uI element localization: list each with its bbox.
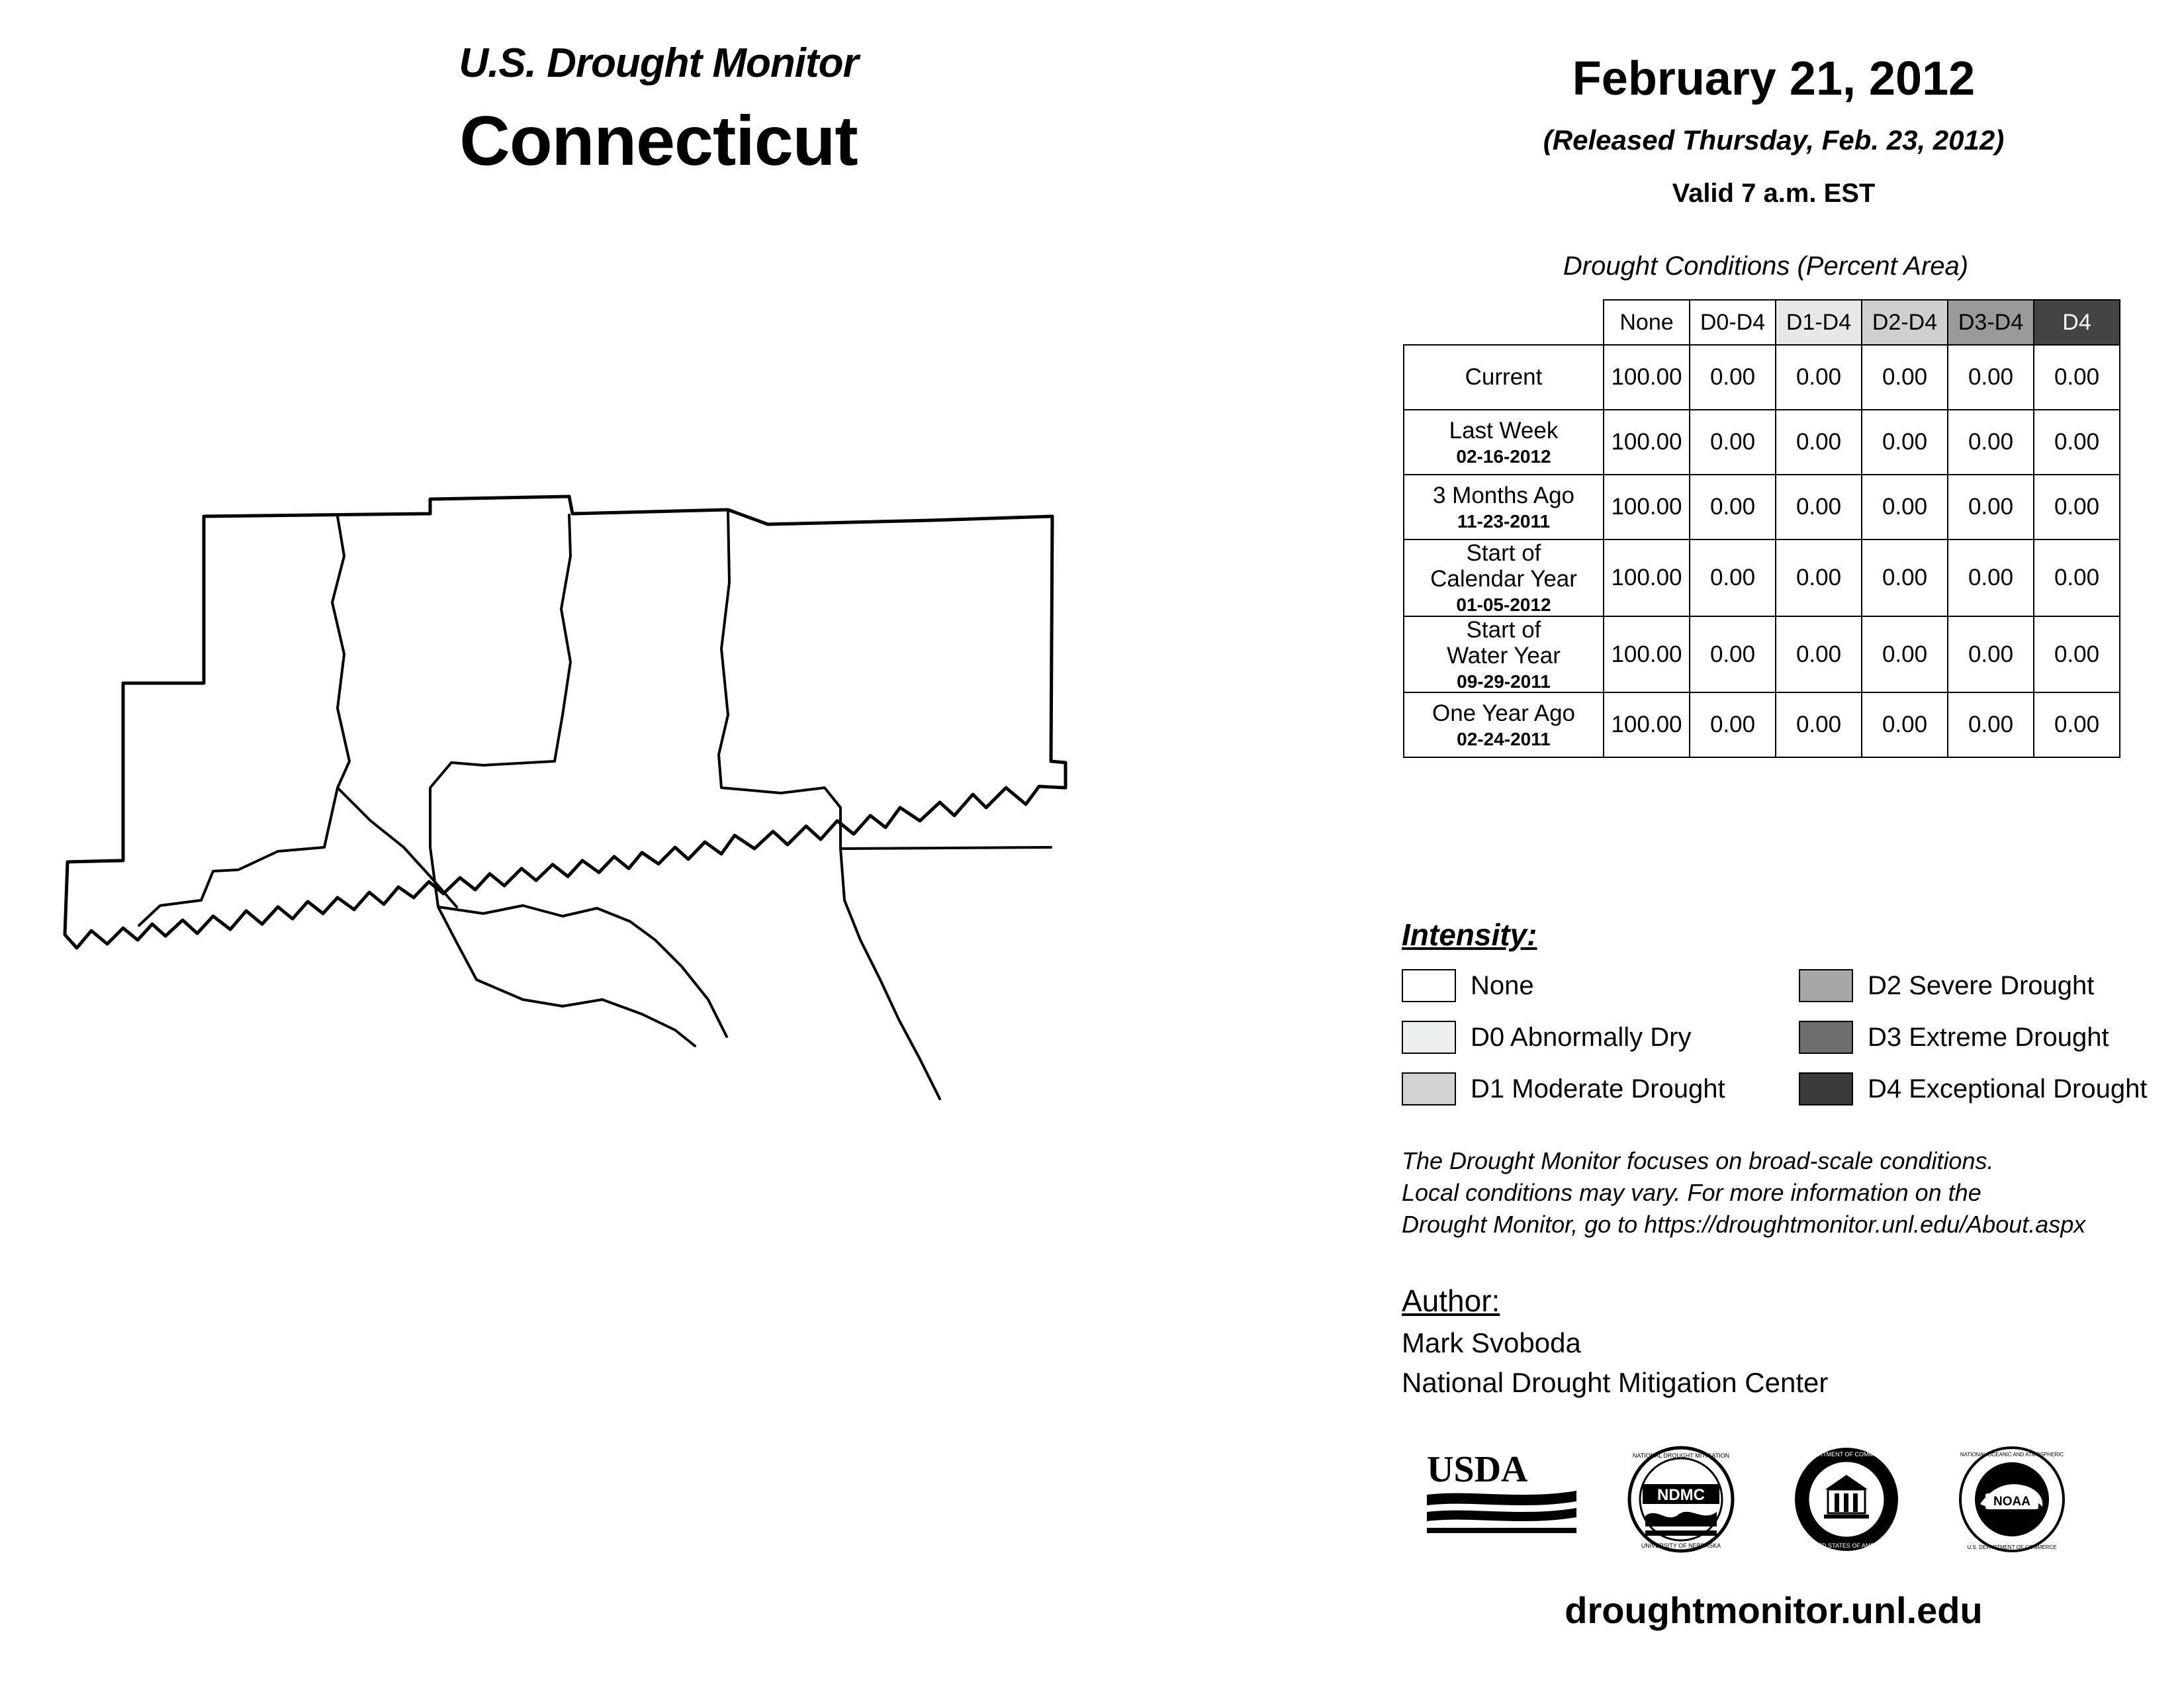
row-label-text: 3 Months Ago [1432, 482, 1575, 508]
cell-lastweek-d2d4: 0.00 [1862, 410, 1948, 475]
column-header-none: None [1604, 300, 1690, 345]
cell-calyear-d0d4: 0.00 [1690, 539, 1776, 616]
website-url[interactable]: droughtmonitor.unl.edu [1565, 1589, 1983, 1631]
disclaimer-text [1402, 1145, 2183, 1241]
report-date: February 21, 2012 [1572, 52, 1976, 105]
swatch-none-icon [1402, 969, 1456, 1002]
cell-calyear-none: 100.00 [1604, 539, 1690, 616]
doc-logo [1780, 1443, 1913, 1559]
table-row [1404, 692, 2120, 757]
legend-label-d3: D3 Extreme Drought [1868, 1022, 2109, 1052]
cell-lastweek-d0d4: 0.00 [1690, 410, 1776, 475]
cell-oneyear-d0d4: 0.00 [1690, 692, 1776, 757]
author-organization: National Drought Mitigation Center [1402, 1367, 1829, 1398]
row-label-date: 09-29-2011 [1457, 671, 1551, 692]
table-caption: Drought Conditions (Percent Area) [1563, 252, 1969, 281]
cell-current-none: 100.00 [1604, 345, 1690, 410]
legend-item-d3 [1799, 1011, 2147, 1063]
table-row [1404, 475, 2120, 539]
legend-label-d2: D2 Severe Drought [1868, 970, 2095, 1000]
swatch-d0-icon [1402, 1021, 1456, 1054]
swatch-d3-icon [1799, 1021, 1853, 1054]
legend-item-d1 [1402, 1063, 1725, 1115]
cell-wateryear-d3d4: 0.00 [1948, 616, 2034, 693]
cell-lastweek-d1d4: 0.00 [1776, 410, 1862, 475]
legend-label-d0: D0 Abnormally Dry [1471, 1022, 1692, 1052]
legend-item-d2 [1799, 960, 2147, 1011]
drought-conditions-table [1403, 299, 2120, 758]
svg-text:UNITED STATES OF AMERICA: UNITED STATES OF AMERICA [1804, 1542, 1889, 1549]
cell-lastweek-d4: 0.00 [2034, 410, 2120, 475]
row-label-date: 02-24-2011 [1457, 729, 1551, 750]
disclaimer-line-3: Drought Monitor, go to https://droughtmonitor.unl.edu/About.aspx [1402, 1210, 2086, 1238]
ndmc-logo [1608, 1443, 1754, 1559]
cell-calyear-d2d4: 0.00 [1862, 539, 1948, 616]
cell-lastweek-d3d4: 0.00 [1948, 410, 2034, 475]
legend-item-d4 [1799, 1063, 2147, 1115]
county-line-newhaven-middlesex [438, 906, 727, 1037]
intensity-heading: Intensity: [1402, 917, 1537, 952]
swatch-d1-icon [1402, 1072, 1456, 1105]
row-label-date: 01-05-2012 [1456, 594, 1551, 616]
svg-text:NDMC: NDMC [1657, 1486, 1705, 1504]
state-title: Connecticut [459, 102, 858, 180]
state-outline [65, 496, 1066, 948]
column-header-d3-d4: D3-D4 [1948, 300, 2034, 345]
cell-oneyear-d2d4: 0.00 [1862, 692, 1948, 757]
svg-text:USDA: USDA [1427, 1449, 1528, 1490]
title-block [0, 40, 1317, 181]
column-header-d0-d4: D0-D4 [1690, 300, 1776, 345]
legend-column-left [1402, 960, 1725, 1115]
svg-text:NOAA: NOAA [1993, 1495, 2030, 1509]
disclaimer-line-1: The Drought Monitor focuses on broad-scale conditions. [1402, 1147, 1994, 1174]
cell-current-d2d4: 0.00 [1862, 345, 1948, 410]
header-spacer [1404, 300, 1604, 345]
row-label-current [1404, 345, 1604, 410]
cell-oneyear-none: 100.00 [1604, 692, 1690, 757]
table-row [1404, 616, 2120, 693]
cell-oneyear-d4: 0.00 [2034, 692, 2120, 757]
release-date: (Released Thursday, Feb. 23, 2012) [1543, 124, 2005, 156]
noaa-logo [1939, 1443, 2085, 1559]
row-label-text: One Year Ago [1432, 700, 1576, 727]
cell-3months-d2d4: 0.00 [1862, 475, 1948, 539]
table-header-row [1404, 300, 2120, 345]
row-label-text: Start of Calendar Year [1430, 540, 1577, 592]
cell-3months-d4: 0.00 [2034, 475, 2120, 539]
cell-current-d0d4: 0.00 [1690, 345, 1776, 410]
row-label-date: 02-16-2012 [1456, 445, 1551, 467]
row-label-date: 11-23-2011 [1457, 510, 1551, 532]
row-label-3-months-ago [1404, 475, 1604, 539]
legend-column-right [1799, 960, 2147, 1115]
cell-3months-d1d4: 0.00 [1776, 475, 1862, 539]
cell-wateryear-d1d4: 0.00 [1776, 616, 1862, 693]
svg-text:NATIONAL OCEANIC AND ATMOSPHER: NATIONAL OCEANIC AND ATMOSPHERIC [1960, 1452, 2064, 1458]
svg-text:UNIVERSITY OF NEBRASKA: UNIVERSITY OF NEBRASKA [1641, 1542, 1721, 1549]
cell-wateryear-none: 100.00 [1604, 616, 1690, 693]
table-row [1404, 345, 2120, 410]
legend-item-d0 [1402, 1011, 1725, 1063]
cell-oneyear-d1d4: 0.00 [1776, 692, 1862, 757]
program-title: U.S. Drought Monitor [459, 40, 858, 86]
row-label-text: Current [1465, 364, 1543, 391]
cell-wateryear-d0d4: 0.00 [1690, 616, 1776, 693]
cell-wateryear-d2d4: 0.00 [1862, 616, 1948, 693]
svg-text:U.S. DEPARTMENT OF COMMERCE: U.S. DEPARTMENT OF COMMERCE [1967, 1544, 2057, 1550]
column-header-d2-d4: D2-D4 [1862, 300, 1948, 345]
svg-text:NATIONAL DROUGHT MITIGATION: NATIONAL DROUGHT MITIGATION [1632, 1452, 1730, 1459]
cell-calyear-d3d4: 0.00 [1948, 539, 2034, 616]
cell-calyear-d4: 0.00 [2034, 539, 2120, 616]
cell-calyear-d1d4: 0.00 [1776, 539, 1862, 616]
cell-current-d4: 0.00 [2034, 345, 2120, 410]
column-header-d4: D4 [2034, 300, 2120, 345]
row-label-start-calendar-year [1404, 539, 1604, 616]
table-row [1404, 410, 2120, 475]
row-label-start-water-year [1404, 616, 1604, 693]
cell-lastweek-none: 100.00 [1604, 410, 1690, 475]
usda-logo [1423, 1443, 1582, 1559]
connecticut-map [60, 477, 1317, 1403]
author-heading: Author: [1402, 1284, 1500, 1318]
cell-current-d1d4: 0.00 [1776, 345, 1862, 410]
row-label-text: Last Week [1449, 417, 1559, 444]
cell-wateryear-d4: 0.00 [2034, 616, 2120, 693]
cell-3months-none: 100.00 [1604, 475, 1690, 539]
county-line-newlondon [841, 849, 940, 1099]
svg-text:DEPARTMENT OF COMMERCE: DEPARTMENT OF COMMERCE [1802, 1451, 1891, 1458]
cell-3months-d3d4: 0.00 [1948, 475, 2034, 539]
valid-time: Valid 7 a.m. EST [1672, 179, 1876, 208]
swatch-d2-icon [1799, 969, 1853, 1002]
legend-label-d4: D4 Exceptional Drought [1868, 1074, 2148, 1103]
legend-label-d1: D1 Moderate Drought [1471, 1074, 1725, 1103]
row-label-one-year-ago [1404, 692, 1604, 757]
logo-row [1403, 1443, 2171, 1575]
info-pane [1363, 0, 2184, 1688]
author-name: Mark Svoboda [1402, 1327, 1581, 1358]
county-line-middlesex [438, 907, 695, 1046]
row-label-text: Start of Water Year [1447, 616, 1561, 669]
row-label-last-week [1404, 410, 1604, 475]
cell-current-d3d4: 0.00 [1948, 345, 2034, 410]
cell-3months-d0d4: 0.00 [1690, 475, 1776, 539]
cell-oneyear-d3d4: 0.00 [1948, 692, 2034, 757]
disclaimer-line-2: Local conditions may vary. For more information on the [1402, 1178, 1981, 1206]
legend-item-none [1402, 960, 1725, 1011]
swatch-d4-icon [1799, 1072, 1853, 1105]
table-row [1404, 539, 2120, 616]
column-header-d1-d4: D1-D4 [1776, 300, 1862, 345]
legend-label-none: None [1471, 970, 1534, 1000]
